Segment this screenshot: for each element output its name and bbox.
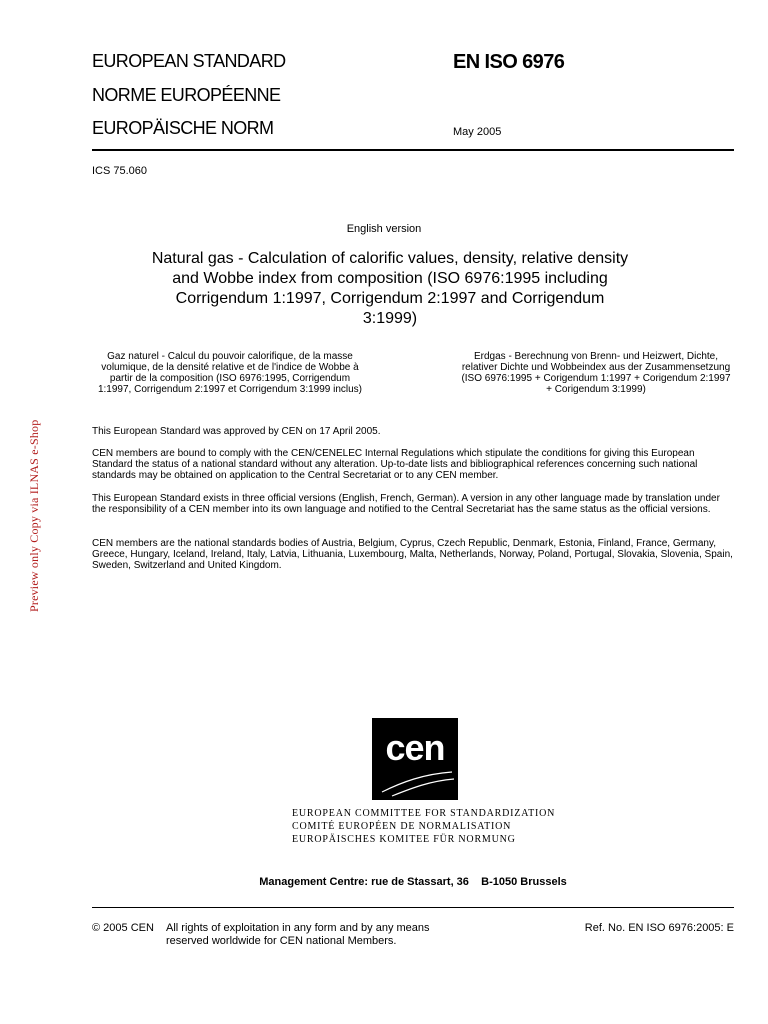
- reference-number: Ref. No. EN ISO 6976:2005: E: [584, 922, 734, 934]
- versions-paragraph: This European Standard exists in three official versions (English, French, German). A version in any other language made by translation under the responsibility of a CEN member into its own language and notified to the Central Secretariat has the same status as the official versions.: [92, 493, 720, 515]
- subtitle-french: Gaz naturel - Calcul du pouvoir calorifique, de la masse volumique, de la densité relative et de l'indice de Wobbe à partir de la composition (ISO 6976:1995, Corrigendum 1:1997, Corrigendum 2:1997 et Corrigendum 3:1999 inclus): [97, 351, 363, 395]
- header-title-de: EUROPÄISCHE NORM: [92, 118, 274, 138]
- footer-rule: [92, 907, 734, 908]
- subtitle-german: Erdgas - Berechnung von Brenn- und Heizwert, Dichte, relativer Dichte und Wobbeindex aus der Zusammensetzung (ISO 6976:1995 + Corigendum 1:1997 + Corigendum 2:1997 + Corigendum 3:1999): [461, 351, 731, 395]
- members-paragraph: CEN members are the national standards bodies of Austria, Belgium, Cyprus, Czech Republic, Denmark, Estonia, Finland, France, Germany, Greece, Hungary, Iceland, Ireland, Italy, Latvia, Lithuania, Luxembourg, Malta, Netherlands, Norway, Poland, Portugal, Slovakia, Slovenia, Spain, Sweden, Switzerland and United Kingdom.: [92, 538, 733, 571]
- standard-number: EN ISO 6976: [453, 51, 565, 73]
- header-title-en: EUROPEAN STANDARD: [92, 51, 286, 71]
- cen-logo-text: cen: [385, 727, 445, 768]
- cen-logo: [372, 718, 458, 800]
- ics-code: ICS 75.060: [92, 165, 148, 177]
- committee-name-fr: COMITÉ EUROPÉEN DE NORMALISATION: [292, 821, 512, 832]
- header-rule: [92, 149, 734, 151]
- committee-name-en: EUROPEAN COMMITTEE FOR STANDARDIZATION: [292, 808, 556, 819]
- header-title-fr: NORME EUROPÉENNE: [92, 85, 281, 105]
- compliance-paragraph: CEN members are bound to comply with the CEN/CENELEC Internal Regulations which stipulate the conditions for giving this European Standard the status of a national standard without any alteration. Up-to-date lists and bibliographical references concerning such national standards may be obtained on application to the Central Secretariat or to any CEN member.: [92, 448, 698, 481]
- approval-paragraph: This European Standard was approved by CEN on 17 April 2005.: [92, 426, 381, 437]
- rights-notice: All rights of exploitation in any form and by any means reserved worldwide for CEN national Members.: [166, 922, 430, 948]
- copyright-notice: © 2005 CEN: [92, 922, 154, 934]
- document-title: Natural gas - Calculation of calorific values, density, relative density and Wobbe index from composition (ISO 6976:1995 including Corrigendum 1:1997, Corrigendum 2:1997 and Corrigendum 3:1999): [151, 250, 629, 327]
- committee-name-de: EUROPÄISCHES KOMITEE FÜR NORMUNG: [292, 834, 516, 845]
- management-centre-address: Management Centre: rue de Stassart, 36 B-1050 Brussels: [259, 876, 567, 888]
- preview-watermark: Preview only Copy via ILNAS e-Shop: [27, 419, 41, 612]
- version-label: English version: [346, 223, 422, 235]
- publication-date: May 2005: [453, 126, 502, 138]
